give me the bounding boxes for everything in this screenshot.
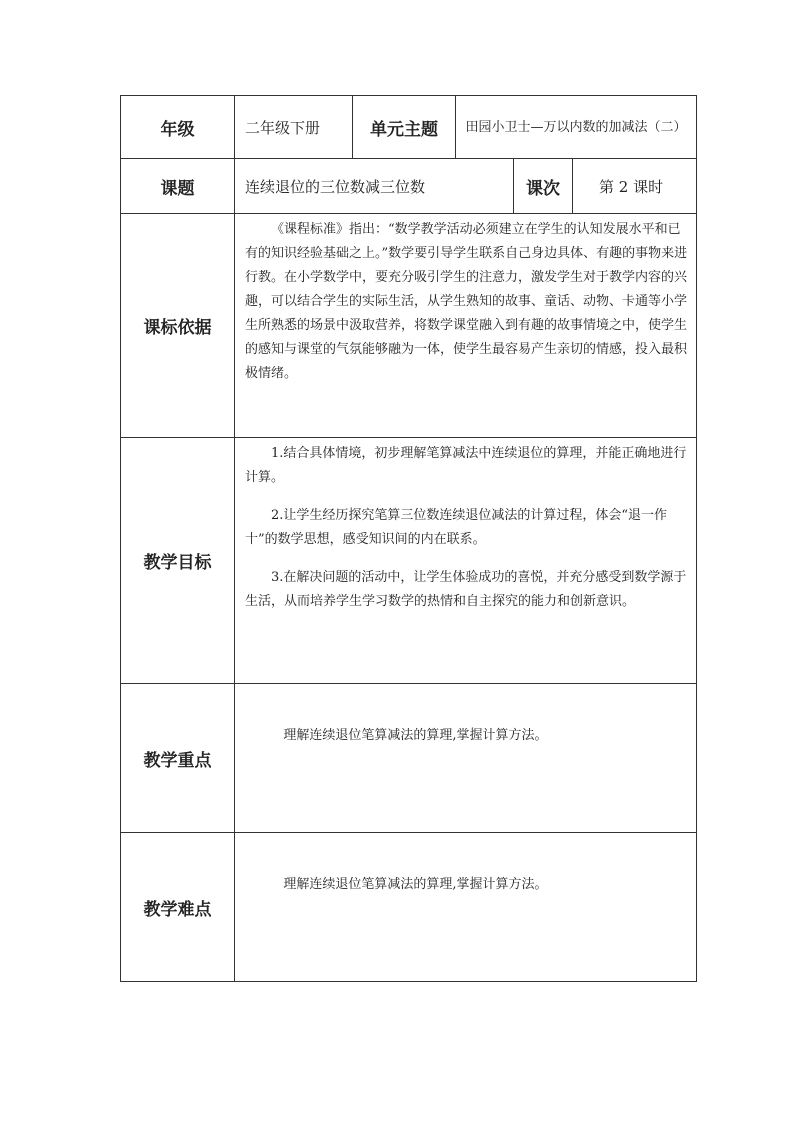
grade-value: 二年级下册 [235, 96, 353, 159]
unit-label: 单元主题 [353, 96, 456, 159]
key-points-text: 理解连续退位笔算减法的算理,掌握计算方法。 [283, 728, 548, 743]
grade-label: 年级 [121, 96, 235, 159]
curriculum-cell [235, 214, 697, 438]
lesson-plan-table [120, 95, 697, 982]
objectives-cell [235, 438, 697, 684]
objective-item-1: 1.结合具体情境，初步理解笔算减法中连续退位的算理，并能正确地进行计算。 [245, 446, 687, 485]
objective-item-2: 2.让学生经历探究笔算三位数连续退位减法的计算过程，体会“退一作十”的数学思想，感受知识间的内在联系。 [245, 508, 668, 547]
lesson-plan-sheet [120, 95, 696, 982]
row-grade [121, 96, 697, 159]
key-points-label: 教学重点 [121, 684, 235, 833]
row-curriculum [121, 214, 697, 438]
difficulties-text: 理解连续退位笔算减法的算理,掌握计算方法。 [283, 877, 548, 892]
session-value: 第 2 课时 [573, 159, 697, 214]
row-difficulties [121, 833, 697, 982]
row-topic [121, 159, 697, 214]
row-key-points [121, 684, 697, 833]
curriculum-label: 课标依据 [121, 214, 235, 438]
curriculum-text: 《课程标准》指出：“数学教学活动必须建立在学生的认知发展水平和已有的知识经验基础之上。”数学要引导学生联系自己身边具体、有趣的事物来进行教。在小学数学中，要充分吸引学生的注意力，激发学生对于教学内容的兴趣，可以结合学生的实际生活，从学生熟知的故事、童话、动物、卡通等小学生所熟悉的场景中汲取营养，将数学课堂融入到有趣的故事情境之中，使学生的感知与课堂的气氛能够融为一体，使学生最容易产生亲切的情感，投入最积极情绪。 [245, 222, 688, 381]
objective-item-3: 3.在解决问题的活动中，让学生体验成功的喜悦，并充分感受到数学源于生活，从而培养学生学习数学的热情和自主探究的能力和创新意识。 [245, 570, 687, 609]
difficulties-label: 教学难点 [121, 833, 235, 982]
session-label: 课次 [514, 159, 573, 214]
difficulties-cell [235, 833, 697, 982]
key-points-cell [235, 684, 697, 833]
unit-value: 田园小卫士—万以内数的加减法（二） [456, 96, 697, 159]
row-objectives [121, 438, 697, 684]
topic-value: 连续退位的三位数减三位数 [235, 159, 514, 214]
topic-label: 课题 [121, 159, 235, 214]
objectives-label: 教学目标 [121, 438, 235, 684]
